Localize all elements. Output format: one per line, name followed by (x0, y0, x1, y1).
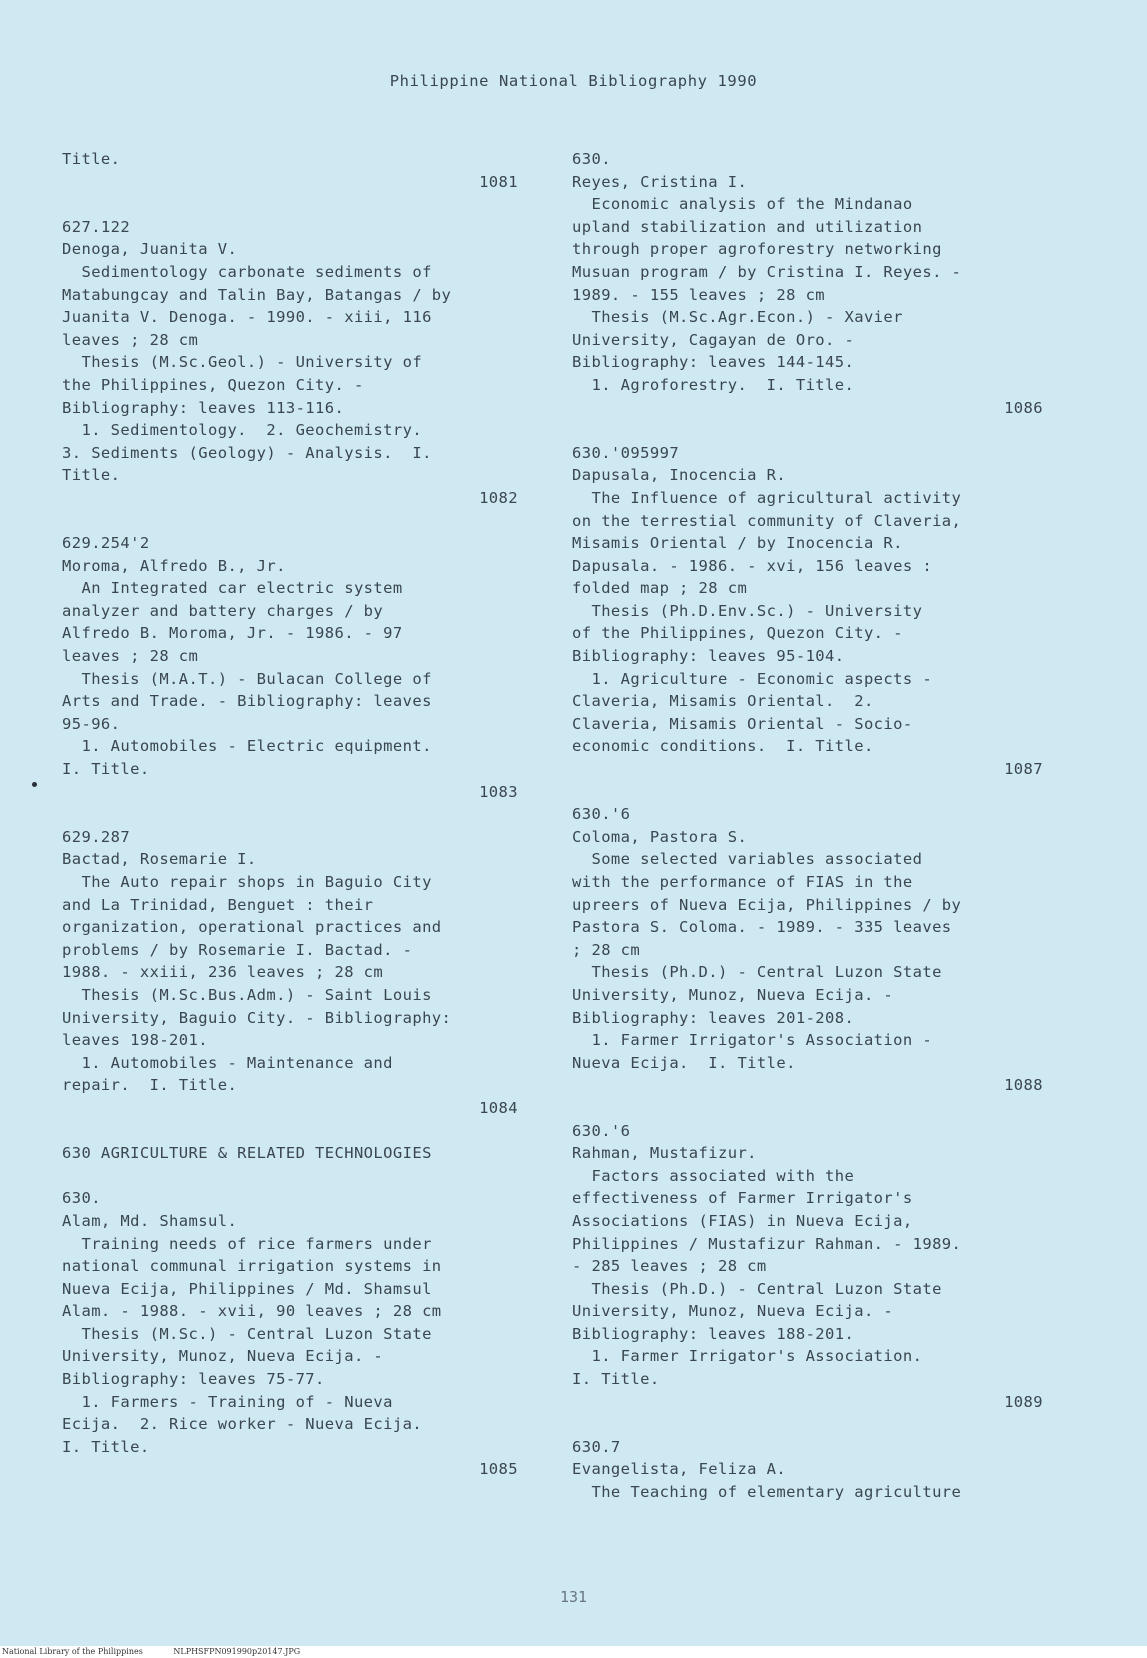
entry-line: Musuan program / by Cristina I. Reyes. - (572, 262, 962, 281)
entry-line: 1. Sedimentology. 2. Geochemistry. (62, 421, 423, 440)
entry-line: 630. (62, 1189, 101, 1208)
entry-line: and La Trinidad, Benguet : their (62, 895, 374, 914)
scan-footer-strip (0, 1646, 1147, 1658)
entry-line: 630.7 (572, 1437, 621, 1456)
page-header: Philippine National Bibliography 1990 (389, 72, 758, 90)
entry-line: Bibliography: leaves 95-104. (572, 647, 845, 666)
entry-line: - 285 leaves ; 28 cm (572, 1257, 767, 1276)
entry-line: folded map ; 28 cm (572, 579, 748, 598)
entry-line: The Teaching of elementary agriculture (572, 1483, 962, 1502)
entry-line: Bibliography: leaves 201-208. (572, 1008, 855, 1027)
entry-line: Claveria, Misamis Oriental - Socio- (572, 714, 913, 733)
stray-ink-dot (32, 782, 37, 787)
entry-line: the Philippines, Quezon City. - (62, 375, 364, 394)
entry-line: 630.'095997 (572, 443, 680, 462)
entry-line: 1. Automobiles - Electric equipment. (62, 737, 432, 756)
page-number: 131 (559, 1588, 588, 1606)
entry-number: 1089 (1004, 1392, 1043, 1411)
entry-line: with the performance of FIAS in the (572, 873, 913, 891)
entry-line: Economic analysis of the Mindanao (572, 195, 913, 214)
library-credit: National Library of the Philippines (2, 1647, 143, 1656)
entry-line: 629.287 (62, 827, 131, 846)
entry-line: 630. (572, 150, 611, 168)
entry-line: Thesis (Ph.D.Env.Sc.) - University (572, 601, 923, 620)
entry-line: Factors associated with the (572, 1166, 855, 1185)
entry-line: Philippines / Mustafizur Rahman. - 1989. (572, 1234, 962, 1253)
bibliography-entry (62, 1187, 522, 1481)
entry-line: Thesis (M.A.T.) - Bulacan College of (62, 669, 432, 688)
entry-line: analyzer and battery charges / by (62, 601, 384, 620)
entry-line: of the Philippines, Quezon City. - (572, 624, 903, 643)
entry-line: Claveria, Misamis Oriental. 2. (572, 692, 874, 711)
entry-line: University, Cagayan de Oro. - (572, 330, 855, 349)
entry-number: 1082 (479, 488, 518, 507)
entry-line: 1. Agriculture - Economic aspects - (572, 669, 933, 688)
entry-line: The Auto repair shops in Baguio City (62, 873, 432, 891)
entry-line: upland stabilization and utilization (572, 217, 923, 236)
entry-line: Alam, Md. Shamsul. (62, 1211, 238, 1230)
entry-gap (62, 803, 522, 826)
entry-line: Juanita V. Denoga. - 1990. - xiii, 116 (62, 308, 432, 327)
entry-gap (572, 1097, 1047, 1120)
bibliography-entry (62, 148, 522, 193)
entry-number: 1081 (479, 172, 518, 191)
entry-line: 627.122 (62, 217, 131, 236)
bibliography-entry (62, 1142, 522, 1165)
entry-line: The Influence of agricultural activity (572, 488, 962, 507)
entry-gap (62, 1165, 522, 1188)
entry-line: University, Munoz, Nueva Ecija. - (572, 1302, 894, 1321)
entry-line: Moroma, Alfredo B., Jr. (62, 556, 286, 575)
entry-line: Thesis (M.Sc.Agr.Econ.) - Xavier (572, 308, 903, 327)
entry-line: Thesis (Ph.D.) - Central Luzon State (572, 1279, 942, 1298)
entry-line: University, Munoz, Nueva Ecija. - (572, 985, 894, 1004)
bibliography-entry (62, 826, 522, 1120)
entry-line: Pastora S. Coloma. - 1989. - 335 leaves (572, 918, 952, 937)
entry-line: Bactad, Rosemarie I. (62, 850, 257, 869)
entry-line: Thesis (Ph.D.) - Central Luzon State (572, 963, 942, 982)
entry-line: 629.254'2 (62, 534, 150, 553)
entry-line: Nueva Ecija, Philippines / Md. Shamsul (62, 1279, 432, 1298)
entry-line: Alfredo B. Moroma, Jr. - 1986. - 97 (62, 624, 403, 643)
entry-line: University, Baguio City. - Bibliography: (62, 1008, 452, 1027)
entry-line: effectiveness of Farmer Irrigator's (572, 1189, 913, 1208)
entry-line: 630.'6 (572, 805, 631, 824)
entry-line: 630 AGRICULTURE & RELATED TECHNOLOGIES (62, 1144, 432, 1163)
entry-gap (572, 419, 1047, 442)
left-column (62, 148, 522, 1481)
entry-gap (572, 1413, 1047, 1436)
bibliography-entry (572, 1436, 1047, 1504)
entry-number: 1083 (479, 782, 518, 801)
entry-line: economic conditions. I. Title. (572, 737, 874, 756)
entry-gap (62, 1120, 522, 1143)
entry-line: Arts and Trade. - Bibliography: leaves (62, 692, 432, 711)
entry-line: ; 28 cm (572, 940, 641, 959)
entry-gap (62, 510, 522, 533)
bibliography-entry (62, 532, 522, 803)
entry-line: on the terrestial community of Claveria, (572, 511, 962, 530)
entry-number: 1085 (479, 1460, 518, 1479)
entry-line: Coloma, Pastora S. (572, 827, 748, 846)
entry-line: Dapusala, Inocencia R. (572, 466, 787, 485)
right-column (572, 148, 1047, 1504)
entry-line: Thesis (M.Sc.Geol.) - University of (62, 353, 423, 372)
entry-line: Thesis (M.Sc.Bus.Adm.) - Saint Louis (62, 985, 432, 1004)
entry-line: national communal irrigation systems in (62, 1257, 442, 1276)
entry-line: Bibliography: leaves 75-77. (62, 1370, 325, 1389)
bibliography-entry (572, 442, 1047, 781)
entry-line: 630.'6 (572, 1121, 631, 1140)
entry-line: Misamis Oriental / by Inocencia R. (572, 534, 903, 553)
entry-gap (572, 781, 1047, 804)
entry-line: I. Title. (572, 1370, 660, 1389)
entry-line: through proper agroforestry networking (572, 240, 942, 259)
entry-line: Denoga, Juanita V. (62, 240, 238, 259)
entry-line: Title. (62, 150, 121, 168)
entry-line: Reyes, Cristina I. (572, 172, 748, 191)
entry-line: Matabungcay and Talin Bay, Batangas / by (62, 285, 452, 304)
entry-number: 1088 (1004, 1076, 1043, 1095)
entry-line: 95-96. (62, 714, 121, 733)
entry-line: Ecija. 2. Rice worker - Nueva Ecija. (62, 1415, 423, 1434)
entry-line: repair. I. Title. (62, 1076, 238, 1095)
entry-line: Evangelista, Feliza A. (572, 1460, 787, 1479)
entry-line: Sedimentology carbonate sediments of (62, 262, 432, 281)
entry-line: Title. (62, 466, 121, 485)
entry-number: 1084 (479, 1098, 518, 1117)
entry-line: Training needs of rice farmers under (62, 1234, 432, 1253)
entry-line: Bibliography: leaves 188-201. (572, 1324, 855, 1343)
entry-line: I. Title. (62, 1437, 150, 1456)
entry-line: 1. Automobiles - Maintenance and (62, 1053, 393, 1072)
entry-line: Thesis (M.Sc.) - Central Luzon State (62, 1324, 432, 1343)
entry-line: I. Title. (62, 760, 150, 779)
entry-line: 1. Farmers - Training of - Nueva (62, 1392, 393, 1411)
entry-line: Associations (FIAS) in Nueva Ecija, (572, 1211, 913, 1230)
entry-line: Some selected variables associated (572, 850, 923, 869)
entry-line: 1. Agroforestry. I. Title. (572, 375, 855, 394)
bibliography-entry (572, 148, 1047, 419)
entry-line: Dapusala. - 1986. - xvi, 156 leaves : (572, 556, 933, 575)
bibliography-entry (572, 1120, 1047, 1414)
bibliography-entry (572, 803, 1047, 1097)
entry-line: leaves ; 28 cm (62, 330, 199, 349)
entry-line: An Integrated car electric system (62, 579, 403, 598)
entry-line: problems / by Rosemarie I. Bactad. - (62, 940, 413, 959)
entry-line: leaves 198-201. (62, 1031, 208, 1050)
entry-line: Nueva Ecija. I. Title. (572, 1053, 796, 1072)
bibliography-entry (62, 216, 522, 510)
entry-line: organization, operational practices and (62, 918, 442, 937)
entry-line: Bibliography: leaves 113-116. (62, 398, 345, 417)
entry-line: leaves ; 28 cm (62, 647, 199, 666)
entry-line: Alam. - 1988. - xvii, 90 leaves ; 28 cm (62, 1302, 442, 1321)
entry-line: 1. Farmer Irrigator's Association. (572, 1347, 923, 1366)
entry-gap (62, 193, 522, 216)
entry-line: upreers of Nueva Ecija, Philippines / by (572, 895, 962, 914)
entry-line: 1. Farmer Irrigator's Association - (572, 1031, 933, 1050)
entry-line: Rahman, Mustafizur. (572, 1144, 757, 1163)
entry-line: 1988. - xxiii, 236 leaves ; 28 cm (62, 963, 384, 982)
entry-number: 1086 (1004, 398, 1043, 417)
entry-line: University, Munoz, Nueva Ecija. - (62, 1347, 384, 1366)
entry-line: Bibliography: leaves 144-145. (572, 353, 855, 372)
scan-file-name: NLPHSFPN091990p20147.JPG (173, 1647, 301, 1656)
entry-number: 1087 (1004, 760, 1043, 779)
entry-line: 3. Sediments (Geology) - Analysis. I. (62, 443, 432, 462)
entry-line: 1989. - 155 leaves ; 28 cm (572, 285, 826, 304)
